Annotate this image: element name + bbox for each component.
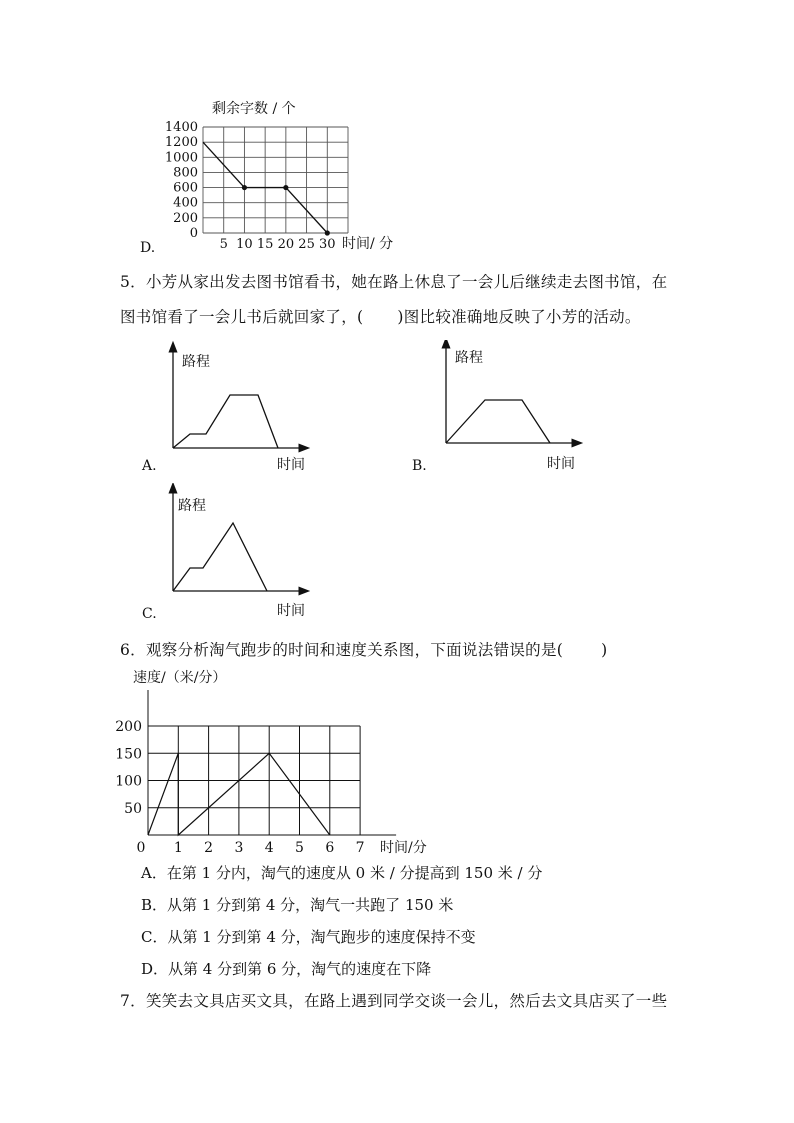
q5-c-label: C. [142,606,157,622]
x-tick-label: 15 [256,237,274,252]
y-tick-label: 0 [189,226,198,241]
y-tick-label: 50 [124,800,142,817]
q5-line2-a: 图书馆看了一会儿书后就回家了， [120,308,358,326]
q6-question-text: 6．观察分析淘气跑步的时间和速度关系图，下面说法错误的是 [120,641,557,659]
q6-xlabel: 时间/分 [380,840,427,856]
chart-q6 [115,660,455,860]
q7-line1: 7．笑笑去文具店买文具，在路上遇到同学交谈一会儿，然后去文具店买了一些 [120,992,668,1010]
x-tick-label: 10 [236,237,253,252]
q5-line1: 5．小芳从家出发去图书馆看书，她在路上休息了一会儿后继续走去图书馆，在 [120,273,668,291]
x-tick-label: 20 [277,237,295,252]
chart-d-y-ticks [165,120,198,241]
q5-option-c-graph[interactable] [140,483,320,623]
q5-line2-b: 图比较准确地反映了小芳的活动。 [403,308,641,326]
q5-a-ylabel: 路程 [182,354,210,370]
q5-c-path [173,523,267,591]
q5-b-ylabel: 路程 [455,350,483,366]
q5-b-path [446,400,550,443]
q5-option-b-graph[interactable] [410,340,600,480]
x-tick-label: 1 [173,840,183,856]
q5-option-a-graph[interactable] [140,340,320,480]
x-tick-label: 6 [325,840,335,856]
q5-a-xlabel: 时间 [277,457,305,473]
q6-question [120,638,607,660]
y-tick-label: 200 [115,719,142,735]
data-point [242,185,247,190]
q6-grid [148,690,396,835]
y-tick-label: 100 [115,773,142,790]
chart-d-grid [203,127,348,233]
q6-x-ticks [137,840,365,856]
data-point [283,185,288,190]
y-tick-label: 200 [173,210,198,226]
y-tick-label: 800 [173,165,198,181]
chart-d-x-ticks [220,237,336,252]
x-tick-label: 25 [298,237,315,252]
q6-answer-paren-close: ) [601,641,608,659]
q5-c-ylabel: 路程 [178,498,206,514]
x-tick-label: 4 [264,840,274,856]
y-tick-label: 600 [173,180,198,196]
q6-y-ticks [115,719,142,817]
chart-d-xlabel: 时间/ 分 [342,236,394,252]
q5-line2 [120,305,641,327]
chart-d-ylabel: 剩余字数 / 个 [212,101,296,117]
x-tick-label: 7 [355,840,365,856]
q5-answer-paren-open: ( [357,308,364,326]
q6-ylabel: 速度/（米/分） [133,670,227,686]
x-tick-label: 0 [136,840,146,856]
q5-answer-paren-close: ) [397,308,404,326]
x-tick-label: 5 [295,840,304,856]
x-tick-label: 5 [219,237,228,252]
q6-choice-d[interactable]: D．从第 4 分到第 6 分，淘气的速度在下降 [141,960,432,978]
q5-b-xlabel: 时间 [547,456,575,472]
y-tick-label: 150 [115,746,142,763]
y-tick-label: 1400 [164,120,198,135]
x-tick-label: 3 [234,840,244,856]
x-tick-label: 2 [204,840,214,856]
x-tick-label: 30 [319,237,336,252]
chart-d [130,90,430,260]
data-point [325,230,330,235]
y-tick-label: 1000 [164,150,198,166]
q6-choice-c[interactable]: C．从第 1 分到第 4 分，淘气跑步的速度保持不变 [141,928,476,946]
q5-c-xlabel: 时间 [277,603,305,619]
q5-a-label: A. [142,458,157,474]
y-tick-label: 400 [173,195,198,211]
q5-b-label: B. [412,458,427,474]
y-tick-label: 1200 [164,135,198,151]
chart-d-option-label: D. [140,240,156,256]
q6-answer-paren-open: ( [556,641,564,659]
q6-choice-a[interactable]: A．在第 1 分内，淘气的速度从 0 米 / 分提高到 150 米 / 分 [141,864,543,882]
q5-a-path [173,395,278,448]
q6-choice-b[interactable]: B．从第 1 分到第 4 分，淘气一共跑了 150 米 [141,896,454,914]
